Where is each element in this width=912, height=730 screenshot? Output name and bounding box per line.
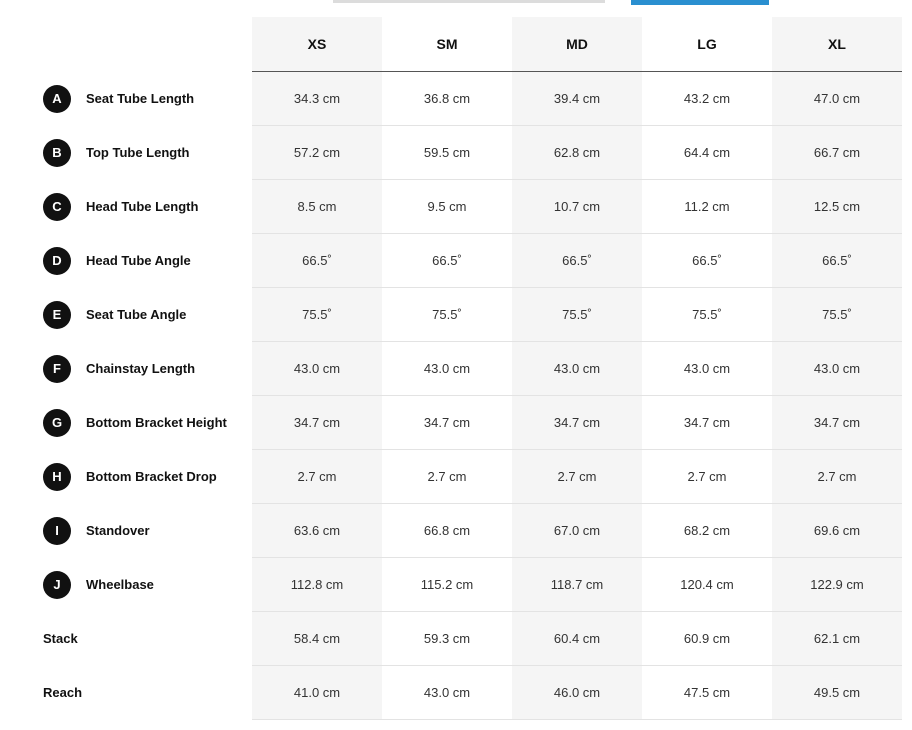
- value-cell-xs: 2.7 cm: [252, 450, 382, 503]
- row-label-cell: [0, 666, 252, 719]
- value-cell-lg: 64.4 cm: [683, 145, 731, 160]
- value-cell-lg: 75.5˚: [692, 307, 722, 322]
- measurement-label: Stack: [43, 631, 78, 646]
- value-cell-sm: 59.5 cm: [423, 145, 471, 160]
- value-cell-xs: 8.5 cm: [252, 180, 382, 233]
- value-cell-sm: 66.5˚: [432, 253, 462, 268]
- value-cell-xl: 69.6 cm: [772, 504, 902, 557]
- measurement-letter-badge: A: [43, 85, 71, 113]
- value-cell-sm: 66.8 cm: [423, 523, 471, 538]
- table-row: [0, 342, 902, 396]
- value-cell-xl: 62.1 cm: [772, 612, 902, 665]
- value-cell-xs: 43.0 cm: [252, 342, 382, 395]
- geometry-table: [0, 17, 902, 720]
- value-cell-md: 67.0 cm: [512, 504, 642, 557]
- value-cell-lg: 120.4 cm: [680, 577, 734, 592]
- value-cell-lg: 43.2 cm: [683, 91, 731, 106]
- value-cell-xl: 12.5 cm: [772, 180, 902, 233]
- value-cell-xs: 57.2 cm: [252, 126, 382, 179]
- table-row: [0, 612, 902, 666]
- table-row: [0, 126, 902, 180]
- value-cell-xl: 66.7 cm: [772, 126, 902, 179]
- row-label-cell: [0, 612, 252, 665]
- measurement-letter-badge: C: [43, 193, 71, 221]
- value-cell-md: 60.4 cm: [512, 612, 642, 665]
- measurement-letter-badge: H: [43, 463, 71, 491]
- measurement-letter-badge: I: [43, 517, 71, 545]
- table-row: [0, 234, 902, 288]
- measurement-label: Standover: [86, 523, 150, 538]
- column-header-lg: LG: [697, 36, 717, 52]
- value-cell-lg: 47.5 cm: [683, 685, 731, 700]
- value-cell-xl: 43.0 cm: [772, 342, 902, 395]
- value-cell-xl: 75.5˚: [772, 288, 902, 341]
- value-cell-sm: 43.0 cm: [423, 685, 471, 700]
- row-label-cell: [0, 450, 252, 503]
- value-cell-lg: 11.2 cm: [684, 199, 730, 214]
- row-label-cell: [0, 342, 252, 395]
- row-label-cell: [0, 234, 252, 287]
- value-cell-lg: 60.9 cm: [683, 631, 731, 646]
- table-header-row: [0, 17, 902, 72]
- table-row: [0, 666, 902, 720]
- value-cell-md: 43.0 cm: [512, 342, 642, 395]
- measurement-label: Bottom Bracket Drop: [86, 469, 217, 484]
- value-cell-xl: 122.9 cm: [772, 558, 902, 611]
- measurement-label: Seat Tube Angle: [86, 307, 187, 322]
- measurement-letter-badge: G: [43, 409, 71, 437]
- measurement-label: Head Tube Length: [86, 199, 199, 214]
- value-cell-xl: 2.7 cm: [772, 450, 902, 503]
- value-cell-xs: 66.5˚: [252, 234, 382, 287]
- table-body: [0, 72, 902, 720]
- value-cell-md: 34.7 cm: [512, 396, 642, 449]
- value-cell-md: 46.0 cm: [512, 666, 642, 719]
- column-header-sm: SM: [436, 36, 458, 52]
- value-cell-lg: 34.7 cm: [683, 415, 731, 430]
- value-cell-md: 66.5˚: [512, 234, 642, 287]
- header-label-cell: [0, 17, 252, 71]
- measurement-label: Head Tube Angle: [86, 253, 191, 268]
- measurement-label: Wheelbase: [86, 577, 154, 592]
- value-cell-xs: 112.8 cm: [252, 558, 382, 611]
- value-cell-xs: 34.7 cm: [252, 396, 382, 449]
- column-header-xl: XL: [772, 17, 902, 71]
- row-label-cell: [0, 180, 252, 233]
- table-row: [0, 180, 902, 234]
- row-label-cell: [0, 72, 252, 125]
- table-row: [0, 72, 902, 126]
- table-row: [0, 504, 902, 558]
- measurement-label: Chainstay Length: [86, 361, 196, 376]
- measurement-letter-badge: E: [43, 301, 71, 329]
- measurement-label: Top Tube Length: [86, 145, 190, 160]
- tab-strip: [0, 0, 912, 6]
- value-cell-md: 75.5˚: [512, 288, 642, 341]
- value-cell-lg: 43.0 cm: [683, 361, 731, 376]
- column-header-md: MD: [512, 17, 642, 71]
- value-cell-md: 2.7 cm: [512, 450, 642, 503]
- value-cell-sm: 59.3 cm: [423, 631, 471, 646]
- value-cell-sm: 43.0 cm: [423, 361, 471, 376]
- value-cell-xs: 41.0 cm: [252, 666, 382, 719]
- table-row: [0, 450, 902, 504]
- value-cell-xs: 58.4 cm: [252, 612, 382, 665]
- value-cell-sm: 75.5˚: [432, 307, 462, 322]
- row-label-cell: [0, 504, 252, 557]
- value-cell-sm: 34.7 cm: [423, 415, 471, 430]
- value-cell-lg: 66.5˚: [692, 253, 722, 268]
- value-cell-xs: 75.5˚: [252, 288, 382, 341]
- value-cell-xl: 66.5˚: [772, 234, 902, 287]
- measurement-letter-badge: J: [43, 571, 71, 599]
- measurement-letter-badge: F: [43, 355, 71, 383]
- row-label-cell: [0, 288, 252, 341]
- value-cell-xl: 47.0 cm: [772, 72, 902, 125]
- row-label-cell: [0, 558, 252, 611]
- table-row: [0, 288, 902, 342]
- measurement-label: Reach: [43, 685, 83, 700]
- value-cell-xl: 34.7 cm: [772, 396, 902, 449]
- value-cell-md: 118.7 cm: [512, 558, 642, 611]
- table-row: [0, 558, 902, 612]
- column-header-xs: XS: [252, 17, 382, 71]
- value-cell-xs: 63.6 cm: [252, 504, 382, 557]
- value-cell-xl: 49.5 cm: [772, 666, 902, 719]
- table-row: [0, 396, 902, 450]
- value-cell-md: 39.4 cm: [512, 72, 642, 125]
- value-cell-sm: 115.2 cm: [420, 577, 474, 592]
- value-cell-sm: 2.7 cm: [427, 469, 467, 484]
- measurement-letter-badge: B: [43, 139, 71, 167]
- value-cell-lg: 2.7 cm: [687, 469, 727, 484]
- value-cell-md: 10.7 cm: [512, 180, 642, 233]
- tab-indicator-active[interactable]: [631, 0, 769, 5]
- measurement-label: Seat Tube Length: [86, 91, 195, 106]
- row-label-cell: [0, 396, 252, 449]
- value-cell-sm: 36.8 cm: [423, 91, 471, 106]
- value-cell-md: 62.8 cm: [512, 126, 642, 179]
- tab-indicator-inactive[interactable]: [333, 0, 605, 3]
- value-cell-sm: 9.5 cm: [427, 199, 467, 214]
- value-cell-lg: 68.2 cm: [683, 523, 731, 538]
- row-label-cell: [0, 126, 252, 179]
- value-cell-xs: 34.3 cm: [252, 72, 382, 125]
- measurement-letter-badge: D: [43, 247, 71, 275]
- measurement-label: Bottom Bracket Height: [86, 415, 227, 430]
